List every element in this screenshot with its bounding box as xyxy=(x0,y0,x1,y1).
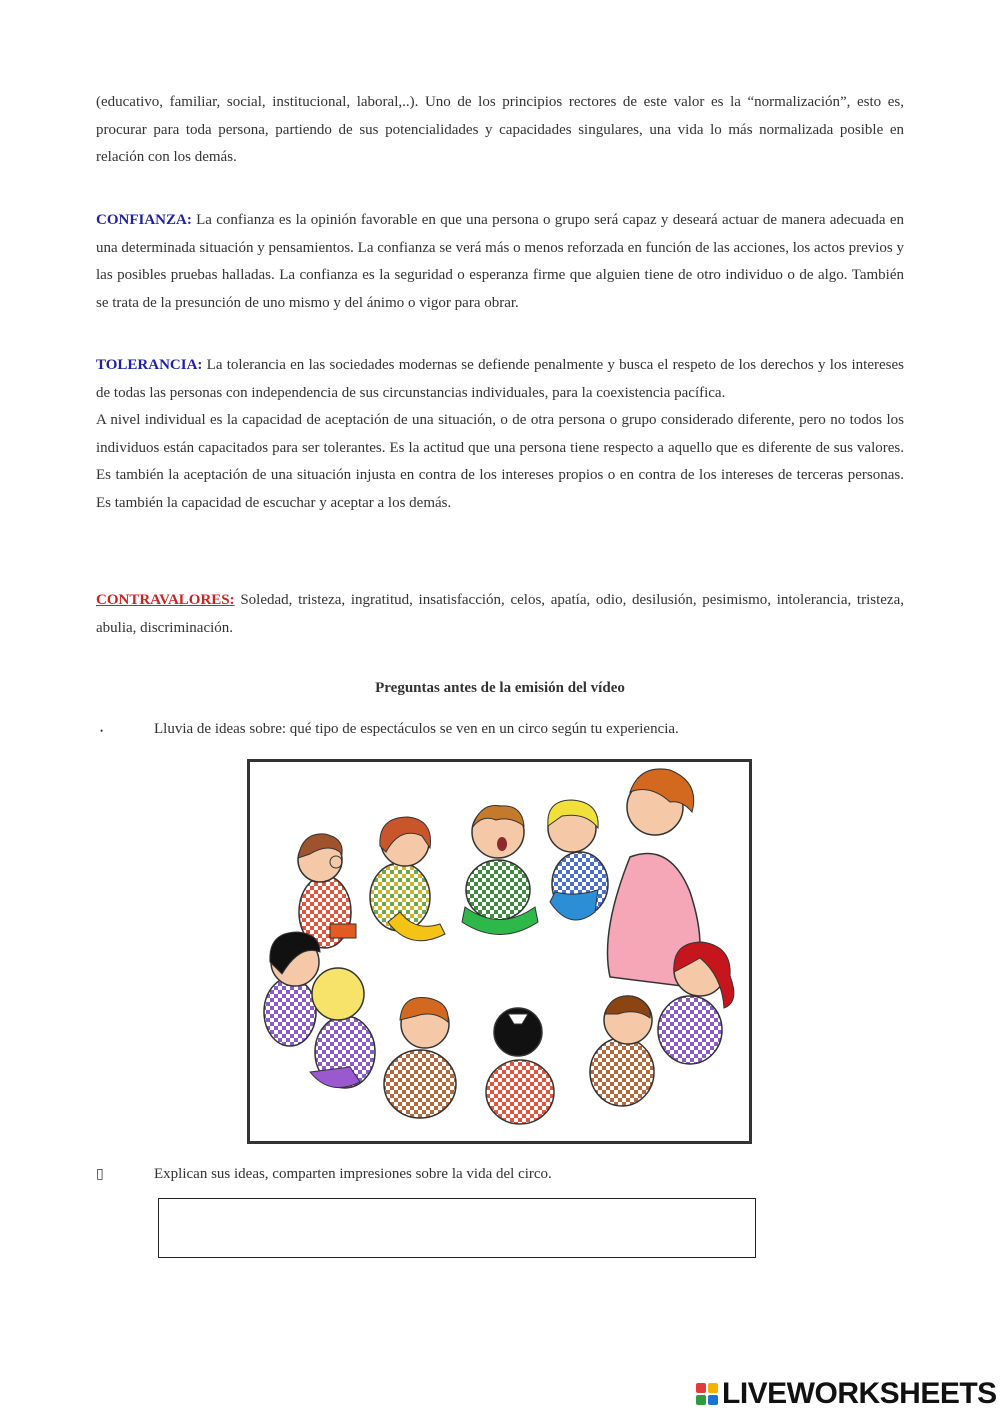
child-figure-8 xyxy=(486,1008,554,1124)
confianza-text: La confianza es la opinión favorable en que una persona o grupo será capaz y deseará actuar de manera adecuada en una determinada situación y pensamientos. La confianza se verá más o menos reforzada en función de las acciones, los actos previos y las posibles pruebas halladas. La confianza es la seguridad o esperanza firme que alguien tiene de otro individuo o de algo. También se trata de la presunción de uno mismo y del ánimo o vigor para obrar. xyxy=(96,212,904,311)
answer-input[interactable] xyxy=(158,1198,756,1258)
contravalores-paragraph xyxy=(96,587,904,642)
child-figure-4 xyxy=(548,800,608,920)
child-figure-2 xyxy=(370,817,445,941)
child-figure-3 xyxy=(462,805,538,934)
tolerancia-text: La tolerancia en las sociedades modernas se defiende penalmente y busca el respeto de los derechos y los intereses de todas las personas con independencia de sus circunstancias individuales, para la coexistencia pacífica. xyxy=(96,357,904,401)
tolerancia-text-2: A nivel individual es la capacidad de aceptación de una situación, o de otra persona o grupo considerado diferente, pero no todos los individuos están capacitados para ser tolerantes. Es la actitud que una persona tiene respecto a aquello que es diferente de sus valores. Es también la aceptación de una situación injusta en contra de los intereses propios o en contra de los intereses de terceras personas. Es también la capacidad de escuchar y aceptar a los demás. xyxy=(96,412,904,511)
questions-heading: Preguntas antes de la emisión del vídeo xyxy=(375,680,625,696)
logo-grid-icon xyxy=(696,1383,718,1405)
tolerancia-paragraph xyxy=(96,352,904,517)
contravalores-label: CONTRAVALORES: xyxy=(96,592,235,608)
children-illustration-svg xyxy=(250,762,749,1141)
child-figure-6 xyxy=(310,968,375,1088)
children-circle-illustration xyxy=(247,759,752,1144)
bullet-text-2: Explican sus ideas, comparten impresiones sobre la vida del circo. xyxy=(154,1166,552,1182)
logo-text: LIVEWORKSHEETS xyxy=(722,1377,997,1410)
child-figure-5 xyxy=(264,932,320,1046)
intro-paragraph: (educativo, familiar, social, institucional, laboral,..). Uno de los principios rectores de este valor es la “normalización”, esto es, procurar para toda persona, partiendo de sus potencialidades y capacidades singulares, una vida lo más normalizada posible en relación con los demás. xyxy=(96,94,904,165)
child-figure-7 xyxy=(384,997,456,1118)
child-figure-1 xyxy=(298,834,356,948)
tolerancia-label: TOLERANCIA: xyxy=(96,357,203,373)
confianza-paragraph xyxy=(96,207,904,317)
contravalores-text: Soledad, tristeza, ingratitud, insatisfacción, celos, apatía, odio, desilusión, pesimismo, intolerancia, tristeza, abulia, discriminación. xyxy=(96,592,904,636)
bullet-text-1: Lluvia de ideas sobre: qué tipo de espectáculos se ven en un circo según tu experiencia. xyxy=(154,721,679,737)
child-figure-9 xyxy=(590,996,654,1106)
bullet-icon: • xyxy=(100,726,104,736)
confianza-label: CONFIANZA: xyxy=(96,212,192,228)
bullet-box-icon: ▯ xyxy=(96,1167,104,1182)
liveworksheets-logo xyxy=(696,1376,997,1412)
